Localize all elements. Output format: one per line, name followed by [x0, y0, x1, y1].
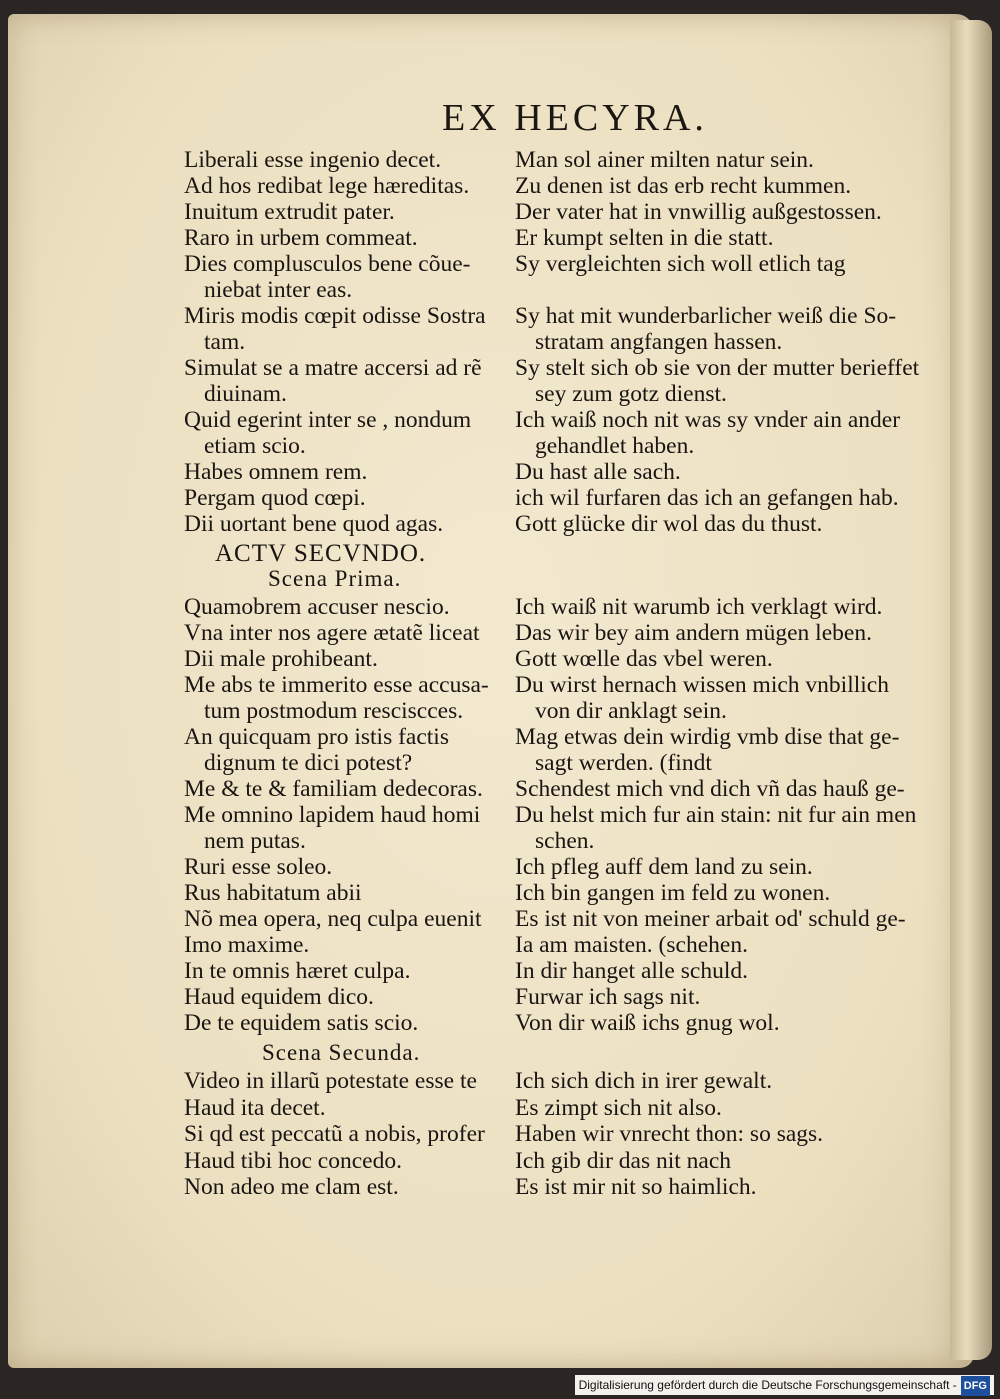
running-header: EX HECYRA.: [442, 97, 708, 139]
german-line: Ich waiß nit warumb ich verklagt wird.: [515, 594, 883, 620]
scene-heading-2: Scena Secunda.: [262, 1040, 421, 1065]
latin-line: Quid egerint inter se , nondum: [184, 407, 472, 433]
latin-line: Haud equidem dico.: [184, 984, 374, 1010]
latin-line: Inuitum extrudit pater.: [184, 199, 395, 225]
german-line: ich wil furfaren das ich an gefangen hab.: [515, 485, 899, 511]
latin-line: Miris modis cœpit odisse Sostra: [184, 303, 486, 329]
german-line: Du hast alle sach.: [515, 459, 681, 485]
german-line: Sy stelt sich ob sie von der mutter berieffet: [515, 355, 920, 381]
latin-line: Si qd est peccatũ a nobis, profer: [184, 1121, 485, 1147]
latin-line: An quicquam pro istis factis: [184, 724, 449, 750]
german-line: stratam angfangen hassen.: [535, 329, 783, 355]
scene-heading-1: Scena Prima.: [268, 566, 402, 591]
text-row: [0, 1172, 1000, 1202]
german-line: Mag etwas dein wirdig vmb dise that ge-: [515, 724, 900, 750]
german-line: Du wirst hernach wissen mich vnbillich: [515, 672, 889, 698]
latin-line: Vna inter nos agere ætatẽ liceat: [184, 620, 480, 646]
text-row: [0, 1066, 1000, 1096]
act-heading: ACTV SECVNDO.: [215, 540, 427, 567]
german-line: Es zimpt sich nit also.: [515, 1094, 722, 1121]
latin-line: tum postmodum resciscces.: [204, 698, 464, 724]
german-line: Der vater hat in vnwillig außgestossen.: [515, 199, 882, 225]
latin-line: diuinam.: [204, 381, 287, 407]
german-line: Ich sich dich in irer gewalt.: [515, 1068, 773, 1094]
german-line: gehandlet haben.: [535, 433, 695, 459]
german-line: Schendest mich vnd dich vñ das hauß ge-: [515, 776, 905, 802]
latin-line: Ruri esse soleo.: [184, 854, 333, 880]
german-line: Sy hat mit wunderbarlicher weiß die So-: [515, 303, 897, 329]
latin-line: etiam scio.: [204, 433, 306, 459]
latin-line: dignum te dici potest?: [204, 750, 413, 776]
german-line: Du helst mich fur ain stain: nit fur ain men: [515, 802, 917, 828]
text-row: [0, 1146, 1000, 1176]
latin-line: Ad hos redibat lege hæreditas.: [184, 173, 470, 199]
text-row: [0, 509, 1000, 539]
german-line: Ich pfleg auff dem land zu sein.: [515, 854, 813, 880]
dfg-logo: DFG: [961, 1376, 990, 1396]
latin-line: Imo maxime.: [184, 932, 310, 958]
german-line: Haben wir vnrecht thon: so sags.: [515, 1121, 824, 1147]
text-row: [0, 1119, 1000, 1149]
latin-line: Non adeo me clam est.: [184, 1174, 399, 1200]
latin-line: Haud tibi hoc concedo.: [184, 1147, 402, 1174]
latin-line: Raro in urbem commeat.: [184, 225, 418, 251]
latin-line: nem putas.: [204, 828, 306, 854]
german-line: Ich waiß noch nit was sy vnder ain ander: [515, 407, 901, 433]
german-line: Furwar ich sags nit.: [515, 984, 701, 1010]
german-line: Sy vergleichten sich woll etlich tag: [515, 251, 846, 277]
german-line: Er kumpt selten in die statt.: [515, 225, 774, 251]
digitization-footer: [575, 1375, 994, 1395]
latin-line: Me abs te immerito esse accusa-: [184, 672, 489, 698]
german-line: Es ist nit von meiner arbait od' schuld ge-: [515, 906, 906, 932]
latin-line: tam.: [204, 329, 246, 355]
german-line: schen.: [535, 828, 595, 854]
latin-line: Rus habitatum abii: [184, 880, 362, 906]
german-line: Das wir bey aim andern mügen leben.: [515, 620, 872, 646]
latin-line: Pergam quod cœpi.: [184, 485, 366, 511]
latin-line: Haud ita decet.: [184, 1094, 326, 1121]
text-row: [0, 1093, 1000, 1123]
footer-text: Digitalisierung gefördert durch die Deutsche Forschungsgemeinschaft -: [578, 1378, 957, 1392]
german-line: Von dir waiß ichs gnug wol.: [515, 1010, 780, 1036]
latin-line: Quamobrem accuser nescio.: [184, 594, 450, 620]
latin-line: De te equidem satis scio.: [184, 1010, 419, 1036]
latin-line: Video in illarũ potestate esse te: [184, 1068, 477, 1094]
latin-line: Dii uortant bene quod agas.: [184, 511, 444, 537]
latin-line: Habes omnem rem.: [184, 459, 368, 485]
german-line: Es ist mir nit so haimlich.: [515, 1174, 757, 1200]
german-line: sagt werden. (findt: [535, 750, 712, 776]
latin-line: Nõ mea opera, neq culpa euenit: [184, 906, 482, 932]
german-line: Gott wœlle das vbel weren.: [515, 646, 773, 672]
text-row: [0, 1008, 1000, 1038]
german-line: Man sol ainer milten natur sein.: [515, 147, 814, 173]
latin-line: niebat inter eas.: [204, 277, 353, 303]
latin-line: Simulat se a matre accersi ad rẽ: [184, 355, 482, 381]
latin-line: Me & te & familiam dedecoras.: [184, 776, 483, 802]
german-line: Zu denen ist das erb recht kummen.: [515, 173, 852, 199]
latin-line: In te omnis hæret culpa.: [184, 958, 411, 984]
german-line: In dir hanget alle schuld.: [515, 958, 748, 984]
german-line: Ich bin gangen im feld zu wonen.: [515, 880, 831, 906]
german-line: von dir anklagt sein.: [535, 698, 727, 724]
latin-line: Dii male prohibeant.: [184, 646, 378, 672]
latin-line: Me omnino lapidem haud homi: [184, 802, 481, 828]
german-line: sey zum gotz dienst.: [535, 381, 727, 407]
latin-line: Liberali esse ingenio decet.: [184, 147, 442, 173]
german-line: Ich gib dir das nit nach: [515, 1147, 732, 1174]
german-line: Gott glücke dir wol das du thust.: [515, 511, 823, 537]
german-line: Ia am maisten. (schehen.: [515, 932, 748, 958]
latin-line: Dies complusculos bene cõue-: [184, 251, 471, 277]
